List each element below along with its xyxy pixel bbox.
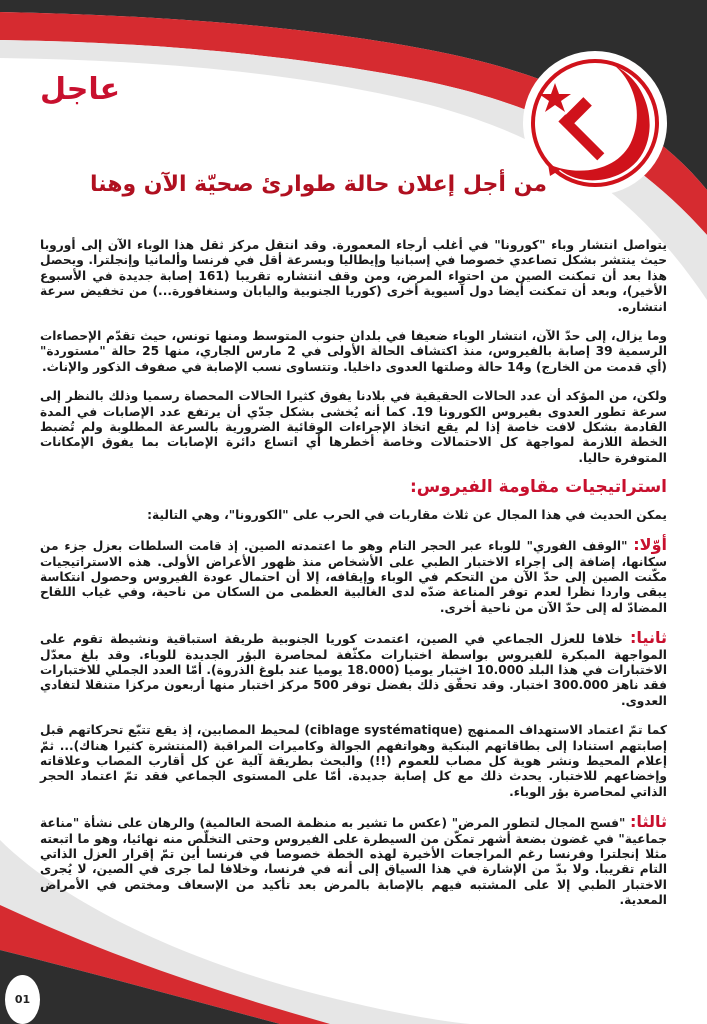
followup-text: كما تمّ اعتماد الاستهداف الممنهج (462, 723, 667, 738)
breaking-label: عاجل (40, 72, 121, 107)
strategy-third (40, 814, 667, 908)
paragraph: ولكن، من المؤكد أن عدد الحالات الحقيقية في بلادنا يفوق كثيرا الحالات المحصاة رسميا وذلك بالنظر إلى سرعة تطور العدوى بفيروس الكورونا 19. كما أنه يُخشى بشكل جدّي أن يرتفع عدد الإصابات في المدة القادمة بشكل لافت خاصة إذا لم يقع اتخاذ الإجراءات الوقائية الضرورية بالسرعة المطلوبة ولم تُضبط الخطة اللازمة لمواجهة كل الاحتمالات وخاصة أخطرها أي اتساع دائرة الإصابات بما يفوق الإمكانات المتوفرة حاليا. (40, 389, 668, 465)
strategy-text: "فسح المجال لتطور المرض" (عكس ما تشير به منظمة الصحة العالمية) والرهان على نشأة "مناعة جماعية" في غضون بضعة أشهر تمكّن من السيطرة على الفيروس وحتى التخلّص منه نهائيا، وهو ما اتبعته مثلا إنجلترا وفرنسا رغم المراجعات الأخيرة لهذه الخطة خصوصا في فرنسا أين تمّ إقرار العزل الذاتي التام تقريبا. ولا بدّ من الإشارة في هذا السياق إلى أنه في فرنسا، وخلافا لما جرى في الصين، لا يُجرى الاختبار الطبي إلا على المشتبه فيهم بالإصابة بالمرض بعد تأكيد من الإسعاف ومختص في الأمراض المعدية. (40, 816, 667, 908)
followup-text: لمحيط المصابين، إذ يقع تتبّع تحركاتهم قبل إصابتهم استنادا إلى بطاقاتهم البنكية وهواتفهم الجوالة وكاميرات المراقبة (المنتشرة كثيرا هناك)... ثمّ إعلام المحيط ونشر هوية كل مصاب للعموم (!!) والبحث بطريقة آلية عن كل أقارب المصاب وعلاقاته وإخضاعهم للاختبار. يحدث ذلك مع كل إصابة جديدة. أمّا على المستوى الجماعي فقد تمّ اعتماد الحجر الذاتي لمحاصرة بؤر الوباء. (40, 723, 667, 799)
strategy-text: "الوقف الفوري" للوباء عبر الحجر التام وهو ما اعتمدته الصين. إذ قامت السلطات بعزل جزء من سكانها، إضافة إلى إجراء الاختبار الطبي على الأشخاص منذ ظهور الأعراض الأولى. هذه الاستراتيجيات مكّنت الصين إلى حدّ الآن من التحكم في الوباء وإيقافه، إلا أن احتمال عودة الفيروس وحصول انتكاسة يبقى واردا نظرا لعدم توفر المناعة ضدّه لدى الغالبية العظمى من السكان من ناحية، وفي غياب اللقاح المضادّ له إلى حدّ الآن من ناحية أخرى. (40, 539, 667, 615)
french-term: (ciblage systématique) (304, 723, 463, 738)
strategy-first (40, 537, 667, 616)
strategy-second (40, 630, 667, 709)
strategy-lead: أوّلا: (633, 535, 667, 555)
strategy-second-followup (40, 723, 667, 800)
strategy-lead: ثانيا: (630, 628, 667, 648)
paragraph: يتواصل انتشار وباء "كورونا" في أغلب أرجاء المعمورة. وقد انتقل مركز ثقل هذا الوباء الآن إلى أوروبا حيث ينتشر بشكل تصاعدي خصوصا في إسبانيا وإيطاليا وبسرعة أقل في فرنسا وألمانيا وإنجلترا. ويحصل هذا بعد أن تمكنت الصين من احتواء المرض، ومن وقف انتشاره تقريبا (161 إصابة جديدة في الأسبوع الأخير)، وبعد أن تمكنت أيضا دول آسيوية أخرى (كوريا الجنوبية واليابان وسنغافورة...) من تخفيض سرعة انتشاره. (40, 238, 667, 314)
paragraph: وما يزال، إلى حدّ الآن، انتشار الوباء ضعيفا في بلدان جنوب المتوسط ومنها تونس، حيث تقدّم الإحصاءات الرسمية 39 إصابة بالفيروس، منذ اكتشاف الحالة الأولى في 2 مارس الجاري، منها 25 حالة "مستوردة" (أي قدمت من الخارج) و14 حالة وصلتها العدوى داخليا. وتتساوى نسب الإصابة في صفوف الذكور والإناث. (40, 329, 667, 374)
page-number: 01 (5, 975, 40, 1024)
strategy-lead: ثالثا: (630, 812, 667, 832)
strategy-text: خلافا للعزل الجماعي في الصين، اعتمدت كوريا الجنوبية طريقة استباقية ونشيطة تقوم على المواجهة المبكرة للفيروس بواسطة اختبارات مكثّفة لمحاصرة البؤر الجديدة للوباء. وقد بلغ معدّل الاختبارات في هذا البلد 10.000 اختبار يوميا (18.000 يوميا عند بلوغ الذروة). أمّا العدد الجملي للاختبارات فقد ناهز 300.000 اختبار. وقد تحقّق ذلك بفضل توفر 500 مركز اختبار منها أربعون مركزا متنقلا لتفادي العدوى. (40, 632, 668, 708)
section-intro: يمكن الحديث في هذا المجال عن ثلاث مقاربات في الحرب على "الكورونا"، وهي التالية: (147, 507, 667, 522)
section-heading: استراتيجيات مقاومة الفيروس: (409, 477, 667, 498)
article-title: من أجل إعلان حالة طوارئ صحيّة الآن وهنا (89, 172, 547, 197)
article-body (40, 238, 667, 923)
